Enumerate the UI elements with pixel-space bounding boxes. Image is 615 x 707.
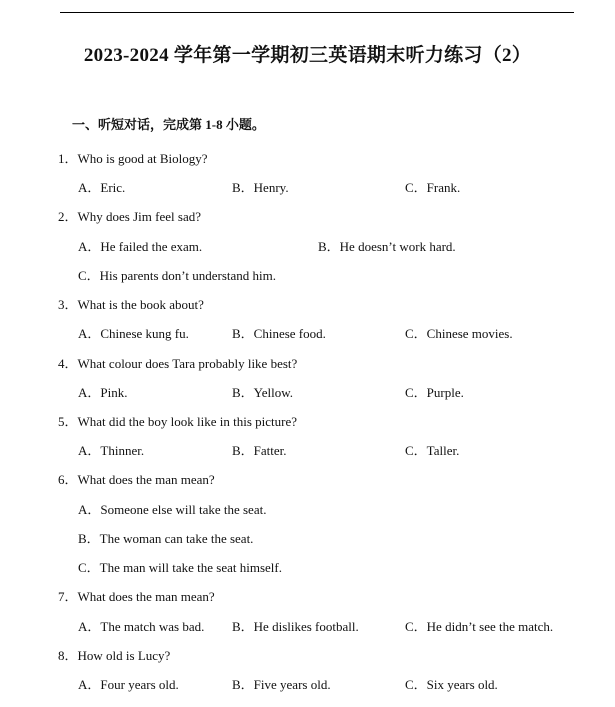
question-text: Why does Jim feel sad? [77,209,201,224]
question-5 [58,411,297,430]
option-8c: C．Six years old. [405,677,498,692]
question-number: 5． [58,414,78,429]
question-number: 4． [58,356,78,371]
question-text: What does the man mean? [77,589,215,604]
option-4b: B．Yellow. [232,385,294,400]
question-text: What is the book about? [77,297,204,312]
option-2b: B．He doesn’t work hard. [318,239,456,254]
option-1c: C．Frank. [405,180,461,195]
option-6c: C．The man will take the seat himself. [78,560,282,575]
question-text: What colour does Tara probably like best? [77,356,298,371]
question-number: 2． [58,209,78,224]
question-4 [58,353,297,372]
section-heading: 一、听短对话，完成第 1-8 小题。 [72,117,265,132]
option-7c: C．He didn’t see the match. [405,619,554,634]
question-8 [58,645,170,664]
page-title: 2023-2024 学年第一学期初三英语期末听力练习（2） [83,45,532,66]
option-5a: A．Thinner. [78,443,145,458]
question-1 [58,148,208,167]
question-number: 6． [58,472,78,487]
question-number: 8． [58,648,78,663]
option-4a: A．Pink. [78,385,128,400]
option-1b: B．Henry. [232,180,289,195]
option-8a: A．Four years old. [78,677,179,692]
option-7b: B．He dislikes football. [232,619,359,634]
question-6 [58,469,215,488]
question-number: 3． [58,297,78,312]
question-text: What did the boy look like in this picture? [77,414,298,429]
option-3c: C．Chinese movies. [405,326,513,341]
question-number: 1． [58,151,78,166]
option-8b: B．Five years old. [232,677,331,692]
option-3b: B．Chinese food. [232,326,326,341]
option-1a: A．Eric. [78,180,126,195]
option-2a: A．He failed the exam. [78,239,203,254]
option-5c: C．Taller. [405,443,460,458]
question-7 [58,586,215,605]
header-rule [60,12,574,13]
option-3a: A．Chinese kung fu. [78,326,189,341]
question-3 [58,294,204,313]
option-7a: A．The match was bad. [78,619,205,634]
option-5b: B．Fatter. [232,443,287,458]
question-number: 7． [58,589,78,604]
option-4c: C．Purple. [405,385,464,400]
option-6b: B．The woman can take the seat. [78,531,254,546]
option-2c: C．His parents don’t understand him. [78,268,276,283]
question-text: Who is good at Biology? [77,151,208,166]
question-text: What does the man mean? [77,472,215,487]
question-2 [58,206,201,225]
option-6a: A．Someone else will take the seat. [78,502,267,517]
question-text: How old is Lucy? [77,648,171,663]
